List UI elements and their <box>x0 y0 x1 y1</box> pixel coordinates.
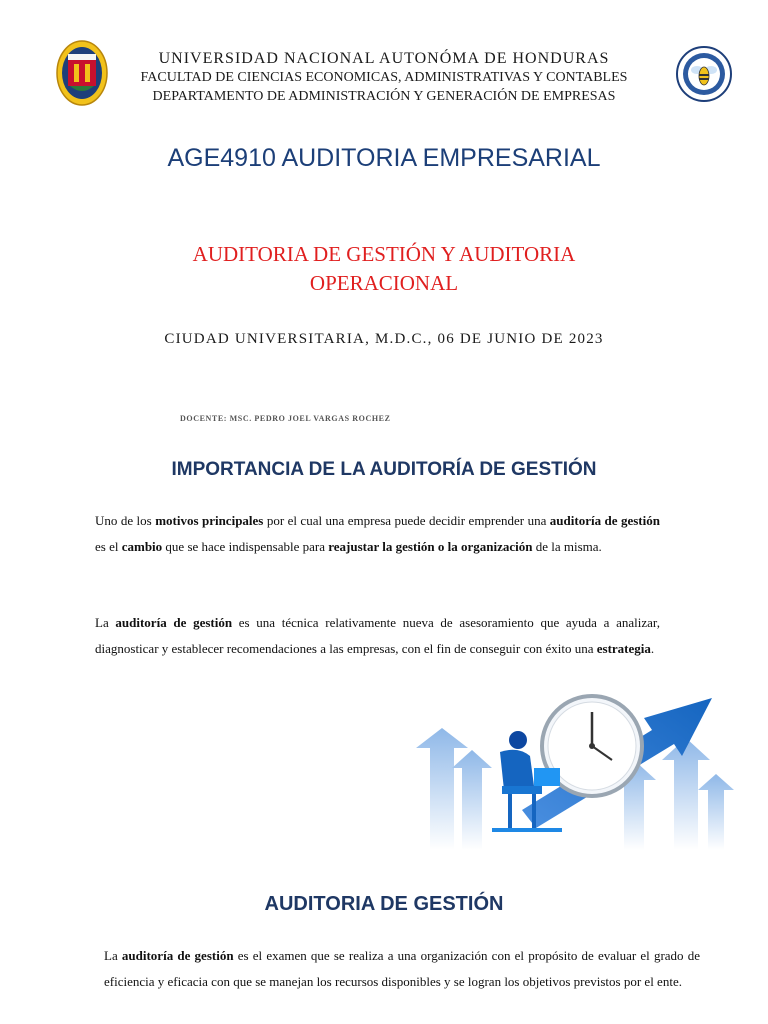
document-title <box>184 240 584 298</box>
business-growth-clock-arrows-icon <box>412 690 752 850</box>
paragraph-motivos: Uno de los motivos principales por el cual una empresa puede decidir emprender una auditoría de gestión es el cambio que se hace indispensable para reajustar la gestión o la organización de la misma. <box>95 513 660 554</box>
section-heading-auditoria: AUDITORIA DE GESTIÓN <box>264 893 504 915</box>
faculty-name: FACULTAD DE CIENCIAS ECONOMICAS, ADMINISTRATIVAS Y CONTABLES <box>140 70 628 85</box>
document-title-line-2: OPERACIONAL <box>309 271 459 295</box>
department-name: DEPARTAMENTO DE ADMINISTRACIÓN Y GENERACIÓN DE EMPRESAS <box>152 89 616 104</box>
document-title-line-1: AUDITORIA DE GESTIÓN Y AUDITORIA <box>192 242 576 266</box>
docente-line: DOCENTE: MSC. PEDRO JOEL VARGAS ROCHEZ <box>180 414 391 423</box>
section-heading-importancia: IMPORTANCIA DE LA AUDITORÍA DE GESTIÓN <box>171 459 597 480</box>
paragraph-definicion: La auditoría de gestión es el examen que se realiza a una organización con el propósito de evaluar el grado de eficiencia y eficacia con que se manejan los recursos disponibles y se logran los objetivos previstos por el ente. <box>104 948 700 989</box>
course-title: AGE4910 AUDITORIA EMPRESARIAL <box>167 144 601 172</box>
paragraph-tecnica: La auditoría de gestión es una técnica relativamente nueva de asesoramiento que ayuda a analizar, diagnosticar y establecer recomendaciones a las empresas, con el fin de conseguir con éxito una estrategia. <box>95 615 660 656</box>
place-date: CIUDAD UNIVERSITARIA, M.D.C., 06 DE JUNIO DE 2023 <box>164 331 604 347</box>
university-name: UNIVERSIDAD NACIONAL AUTONÓMA DE HONDURAS <box>158 50 610 67</box>
